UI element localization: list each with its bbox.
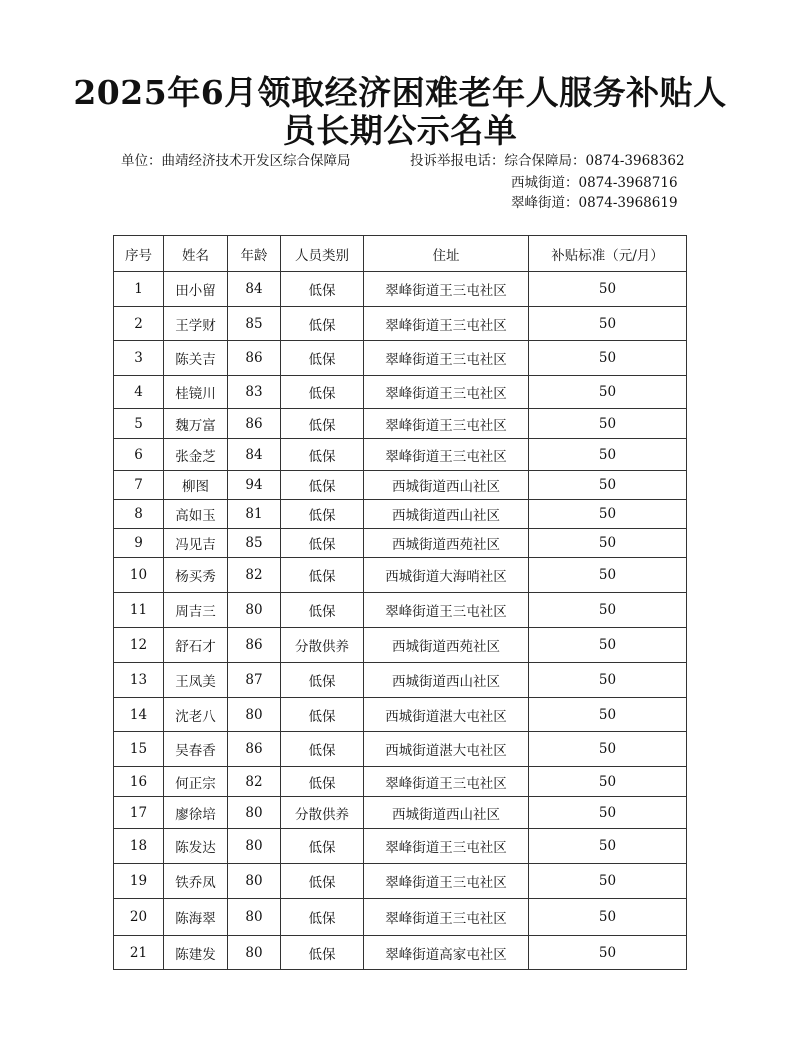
- subsidy-amount: 50: [529, 663, 687, 698]
- person-address: 翠峰街道王三屯社区: [364, 829, 529, 864]
- table-row: [114, 698, 687, 732]
- person-address: 翠峰街道高家屯社区: [364, 936, 529, 970]
- person-name: 铁乔凤: [164, 864, 228, 899]
- table-row: [114, 936, 687, 970]
- person-age: 86: [228, 628, 281, 663]
- row-index: 3: [114, 341, 164, 376]
- subsidy-amount: 50: [529, 307, 687, 341]
- row-index: 10: [114, 558, 164, 593]
- person-age: 86: [228, 732, 281, 767]
- document-title-line2: 员长期公示名单: [282, 111, 518, 150]
- person-age: 84: [228, 272, 281, 307]
- person-category: 低保: [281, 376, 364, 409]
- table-header-row: [114, 236, 687, 272]
- person-address: 西城街道西山社区: [364, 797, 529, 829]
- subsidy-amount: 50: [529, 936, 687, 970]
- person-address: 翠峰街道王三屯社区: [364, 767, 529, 797]
- person-address: 西城街道西苑社区: [364, 628, 529, 663]
- table-row: [114, 500, 687, 529]
- row-index: 20: [114, 899, 164, 936]
- person-name: 桂镜川: [164, 376, 228, 409]
- row-index: 18: [114, 829, 164, 864]
- subsidy-amount: 50: [529, 864, 687, 899]
- person-address: 翠峰街道王三屯社区: [364, 899, 529, 936]
- person-address: 翠峰街道王三屯社区: [364, 409, 529, 439]
- person-age: 80: [228, 797, 281, 829]
- person-age: 80: [228, 936, 281, 970]
- person-category: 低保: [281, 500, 364, 529]
- person-name: 柳图: [164, 471, 228, 500]
- subsidy-amount: 50: [529, 899, 687, 936]
- subsidy-amount: 50: [529, 593, 687, 628]
- person-age: 85: [228, 529, 281, 558]
- person-address: 翠峰街道王三屯社区: [364, 376, 529, 409]
- person-category: 低保: [281, 529, 364, 558]
- person-address: 西城街道西山社区: [364, 663, 529, 698]
- subsidy-amount: 50: [529, 797, 687, 829]
- person-category: 低保: [281, 307, 364, 341]
- table-row: [114, 272, 687, 307]
- row-index: 7: [114, 471, 164, 500]
- person-category: 低保: [281, 341, 364, 376]
- person-age: 80: [228, 698, 281, 732]
- table-row: [114, 409, 687, 439]
- person-address: 西城街道西苑社区: [364, 529, 529, 558]
- table-row: [114, 593, 687, 628]
- person-name: 田小留: [164, 272, 228, 307]
- table-row: [114, 767, 687, 797]
- person-category: 低保: [281, 767, 364, 797]
- subsidy-table: [113, 235, 687, 970]
- subsidy-amount: 50: [529, 628, 687, 663]
- row-index: 6: [114, 439, 164, 471]
- subsidy-amount: 50: [529, 439, 687, 471]
- row-index: 5: [114, 409, 164, 439]
- person-name: 沈老八: [164, 698, 228, 732]
- person-name: 周吉三: [164, 593, 228, 628]
- person-address: 西城街道湛大屯社区: [364, 732, 529, 767]
- person-name: 陈发达: [164, 829, 228, 864]
- person-category: 低保: [281, 698, 364, 732]
- person-category: 低保: [281, 409, 364, 439]
- person-address: 西城街道西山社区: [364, 500, 529, 529]
- complaint-phone-main: 投诉举报电话：综合保障局：0874-3968362: [410, 153, 685, 169]
- person-name: 陈关吉: [164, 341, 228, 376]
- header-subsidy: 补贴标准（元/月）: [529, 236, 687, 272]
- person-age: 87: [228, 663, 281, 698]
- header-index: 序号: [114, 236, 164, 272]
- person-category: 低保: [281, 732, 364, 767]
- person-age: 80: [228, 899, 281, 936]
- person-age: 86: [228, 341, 281, 376]
- table-row: [114, 307, 687, 341]
- subsidy-amount: 50: [529, 529, 687, 558]
- person-category: 低保: [281, 864, 364, 899]
- person-age: 81: [228, 500, 281, 529]
- row-index: 19: [114, 864, 164, 899]
- person-category: 分散供养: [281, 797, 364, 829]
- row-index: 1: [114, 272, 164, 307]
- person-age: 83: [228, 376, 281, 409]
- person-age: 84: [228, 439, 281, 471]
- table-row: [114, 797, 687, 829]
- person-category: 低保: [281, 593, 364, 628]
- person-name: 陈海翠: [164, 899, 228, 936]
- complaint-phone-cuifeng: 翠峰街道：0874-3968619: [511, 195, 678, 211]
- person-address: 翠峰街道王三屯社区: [364, 272, 529, 307]
- person-category: 低保: [281, 829, 364, 864]
- person-category: 低保: [281, 439, 364, 471]
- table-row: [114, 558, 687, 593]
- person-address: 翠峰街道王三屯社区: [364, 341, 529, 376]
- row-index: 2: [114, 307, 164, 341]
- person-name: 舒石才: [164, 628, 228, 663]
- person-age: 85: [228, 307, 281, 341]
- table-row: [114, 864, 687, 899]
- table-row: [114, 899, 687, 936]
- person-category: 低保: [281, 558, 364, 593]
- person-name: 王学财: [164, 307, 228, 341]
- row-index: 17: [114, 797, 164, 829]
- person-address: 西城街道大海哨社区: [364, 558, 529, 593]
- complaint-phone-xicheng: 西城街道：0874-3968716: [511, 175, 678, 191]
- row-index: 15: [114, 732, 164, 767]
- table-row: [114, 628, 687, 663]
- row-index: 12: [114, 628, 164, 663]
- header-name: 姓名: [164, 236, 228, 272]
- person-name: 王凤美: [164, 663, 228, 698]
- row-index: 21: [114, 936, 164, 970]
- person-age: 82: [228, 558, 281, 593]
- person-name: 杨买秀: [164, 558, 228, 593]
- row-index: 4: [114, 376, 164, 409]
- person-name: 冯见吉: [164, 529, 228, 558]
- person-address: 翠峰街道王三屯社区: [364, 593, 529, 628]
- subsidy-amount: 50: [529, 500, 687, 529]
- person-category: 低保: [281, 663, 364, 698]
- subsidy-amount: 50: [529, 698, 687, 732]
- table-row: [114, 471, 687, 500]
- person-name: 吴春香: [164, 732, 228, 767]
- subsidy-amount: 50: [529, 558, 687, 593]
- person-name: 何正宗: [164, 767, 228, 797]
- person-name: 陈建发: [164, 936, 228, 970]
- table-row: [114, 732, 687, 767]
- person-name: 高如玉: [164, 500, 228, 529]
- person-category: 低保: [281, 899, 364, 936]
- person-category: 分散供养: [281, 628, 364, 663]
- header-age: 年龄: [228, 236, 281, 272]
- document-title-line1: 2025年6月领取经济困难老年人服务补贴人: [73, 73, 727, 112]
- person-address: 西城街道西山社区: [364, 471, 529, 500]
- table-body: [114, 272, 687, 970]
- person-name: 魏万富: [164, 409, 228, 439]
- person-age: 80: [228, 829, 281, 864]
- issuing-unit: 单位：曲靖经济技术开发区综合保障局: [121, 153, 351, 169]
- table-row: [114, 341, 687, 376]
- subsidy-amount: 50: [529, 376, 687, 409]
- subsidy-amount: 50: [529, 732, 687, 767]
- subsidy-amount: 50: [529, 829, 687, 864]
- person-address: 西城街道湛大屯社区: [364, 698, 529, 732]
- person-address: 翠峰街道王三屯社区: [364, 439, 529, 471]
- header-address: 住址: [364, 236, 529, 272]
- person-category: 低保: [281, 936, 364, 970]
- person-category: 低保: [281, 471, 364, 500]
- table-row: [114, 529, 687, 558]
- subsidy-amount: 50: [529, 341, 687, 376]
- subsidy-amount: 50: [529, 767, 687, 797]
- row-index: 8: [114, 500, 164, 529]
- subsidy-amount: 50: [529, 272, 687, 307]
- subsidy-amount: 50: [529, 471, 687, 500]
- row-index: 14: [114, 698, 164, 732]
- person-age: 82: [228, 767, 281, 797]
- person-name: 廖徐培: [164, 797, 228, 829]
- person-address: 翠峰街道王三屯社区: [364, 864, 529, 899]
- person-age: 80: [228, 593, 281, 628]
- person-address: 翠峰街道王三屯社区: [364, 307, 529, 341]
- table-row: [114, 663, 687, 698]
- person-age: 94: [228, 471, 281, 500]
- person-age: 86: [228, 409, 281, 439]
- row-index: 11: [114, 593, 164, 628]
- table-row: [114, 439, 687, 471]
- person-age: 80: [228, 864, 281, 899]
- row-index: 13: [114, 663, 164, 698]
- person-category: 低保: [281, 272, 364, 307]
- person-name: 张金芝: [164, 439, 228, 471]
- header-category: 人员类别: [281, 236, 364, 272]
- row-index: 9: [114, 529, 164, 558]
- row-index: 16: [114, 767, 164, 797]
- table-row: [114, 376, 687, 409]
- table-row: [114, 829, 687, 864]
- subsidy-amount: 50: [529, 409, 687, 439]
